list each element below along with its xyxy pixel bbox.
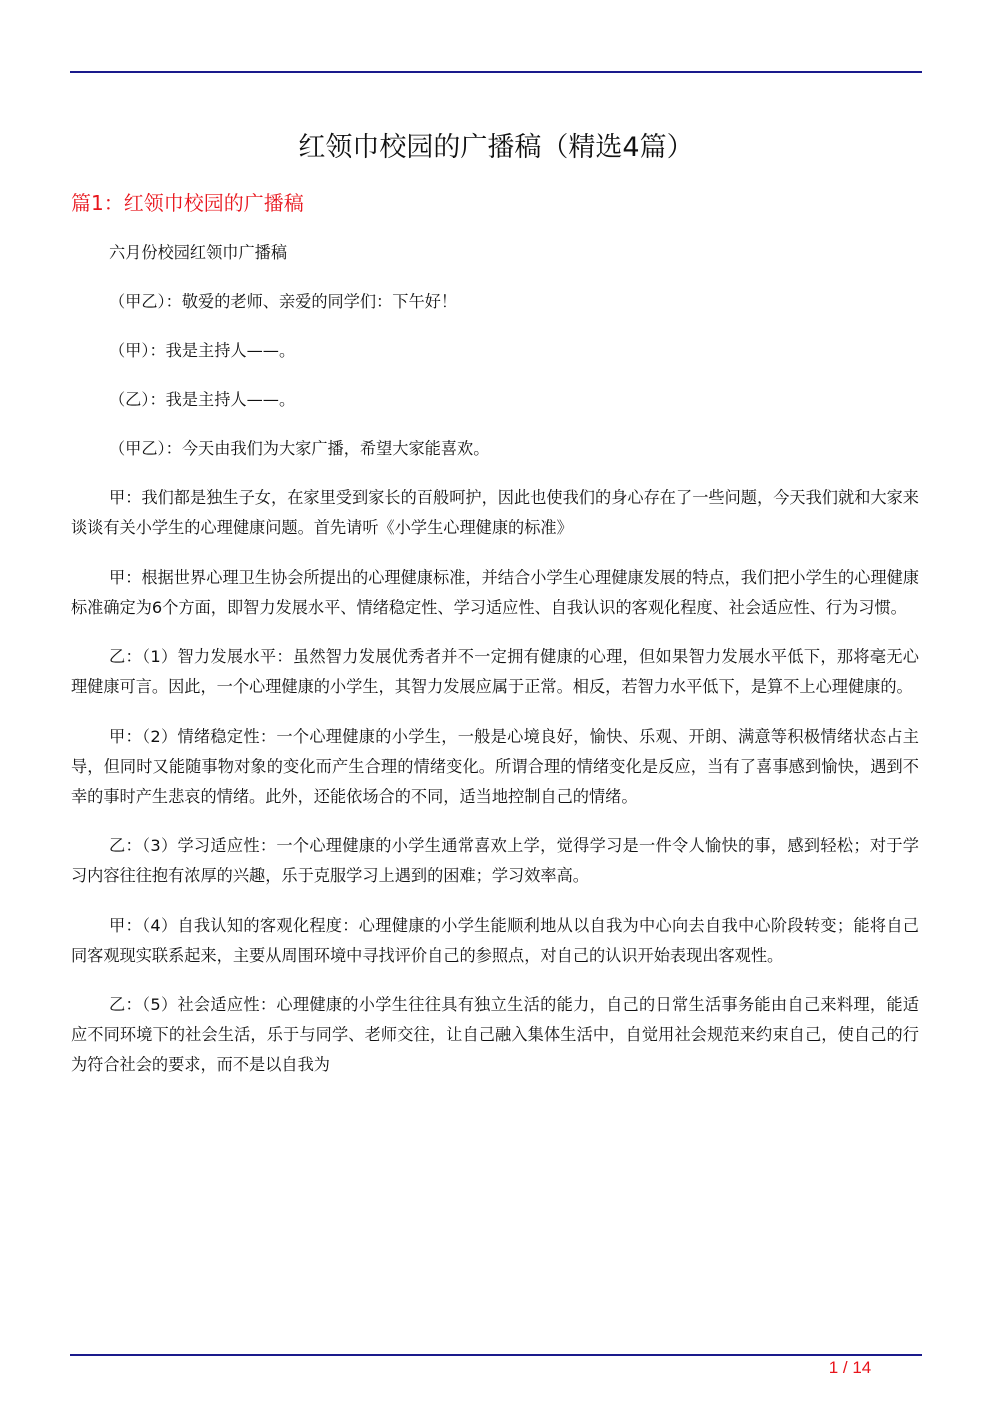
page-number: 1 / 14 [828, 1358, 872, 1377]
paragraph: （甲乙）：敬爱的老师、亲爱的同学们：下午好！ [109, 292, 458, 311]
paragraph: 乙：（5）社会适应性：心理健康的小学生往往具有独立生活的能力，自己的日常生活事务能由自己来料理，能适应不同环境下的社会生活，乐于与同学、老师交往，让自己融入集体生活中，自觉用社会规范来约束自己，使自己的行为符合社会的要求，而不是以自我为 [71, 995, 919, 1074]
footer-divider [70, 1354, 922, 1356]
paragraph: 甲：根据世界心理卫生协会所提出的心理健康标准，并结合小学生心理健康发展的特点，我们把小学生的心理健康标准确定为6个方面，即智力发展水平、情绪稳定性、学习适应性、自我认识的客观化程度、社会适应性、行为习惯。 [71, 567, 919, 617]
paragraph: 乙：（3）学习适应性：一个心理健康的小学生通常喜欢上学，觉得学习是一件令人愉快的事，感到轻松；对于学习内容往往抱有浓厚的兴趣，乐于克服学习上遇到的困难；学习效率高。 [71, 836, 919, 885]
paragraph: 甲：我们都是独生子女，在家里受到家长的百般呵护，因此也使我们的身心存在了一些问题，今天我们就和大家来谈谈有关小学生的心理健康问题。首先请听《小学生心理健康的标准》 [71, 488, 919, 537]
section-heading: 篇1：红领巾校园的广播稿 [71, 191, 304, 215]
document-body [71, 238, 919, 1100]
paragraph: （甲）：我是主持人——。 [109, 341, 296, 360]
header-divider [70, 71, 922, 73]
paragraph: 甲：（4）自我认知的客观化程度：心理健康的小学生能顺利地从以自我为中心向去自我中心阶段转变；能将自己同客观现实联系起来，主要从周围环境中寻找评价自己的参照点，对自己的认识开始表现出客观性。 [71, 915, 919, 965]
paragraph: 乙：（1）智力发展水平：虽然智力发展优秀者并不一定拥有健康的心理，但如果智力发展水平低下，那将毫无心理健康可言。因此，一个心理健康的小学生，其智力发展应属于正常。相反，若智力水平低下，是算不上心理健康的。 [71, 647, 919, 696]
paragraph: 甲：（2）情绪稳定性：一个心理健康的小学生，一般是心境良好，愉快、乐观、开朗、满意等积极情绪状态占主导，但同时又能随事物对象的变化而产生合理的情绪变化。所谓合理的情绪变化是反应，当有了喜事感到愉快，遇到不幸的事时产生悲哀的情绪。此外，还能依场合的不同，适当地控制自己的情绪。 [71, 726, 919, 806]
document-title: 红领巾校园的广播稿（精选4篇） [298, 132, 694, 163]
paragraph: （甲乙）：今天由我们为大家广播，希望大家能喜欢。 [109, 439, 490, 458]
paragraph: 六月份校园红领巾广播稿 [109, 243, 288, 262]
paragraph: （乙）：我是主持人——。 [109, 390, 296, 409]
